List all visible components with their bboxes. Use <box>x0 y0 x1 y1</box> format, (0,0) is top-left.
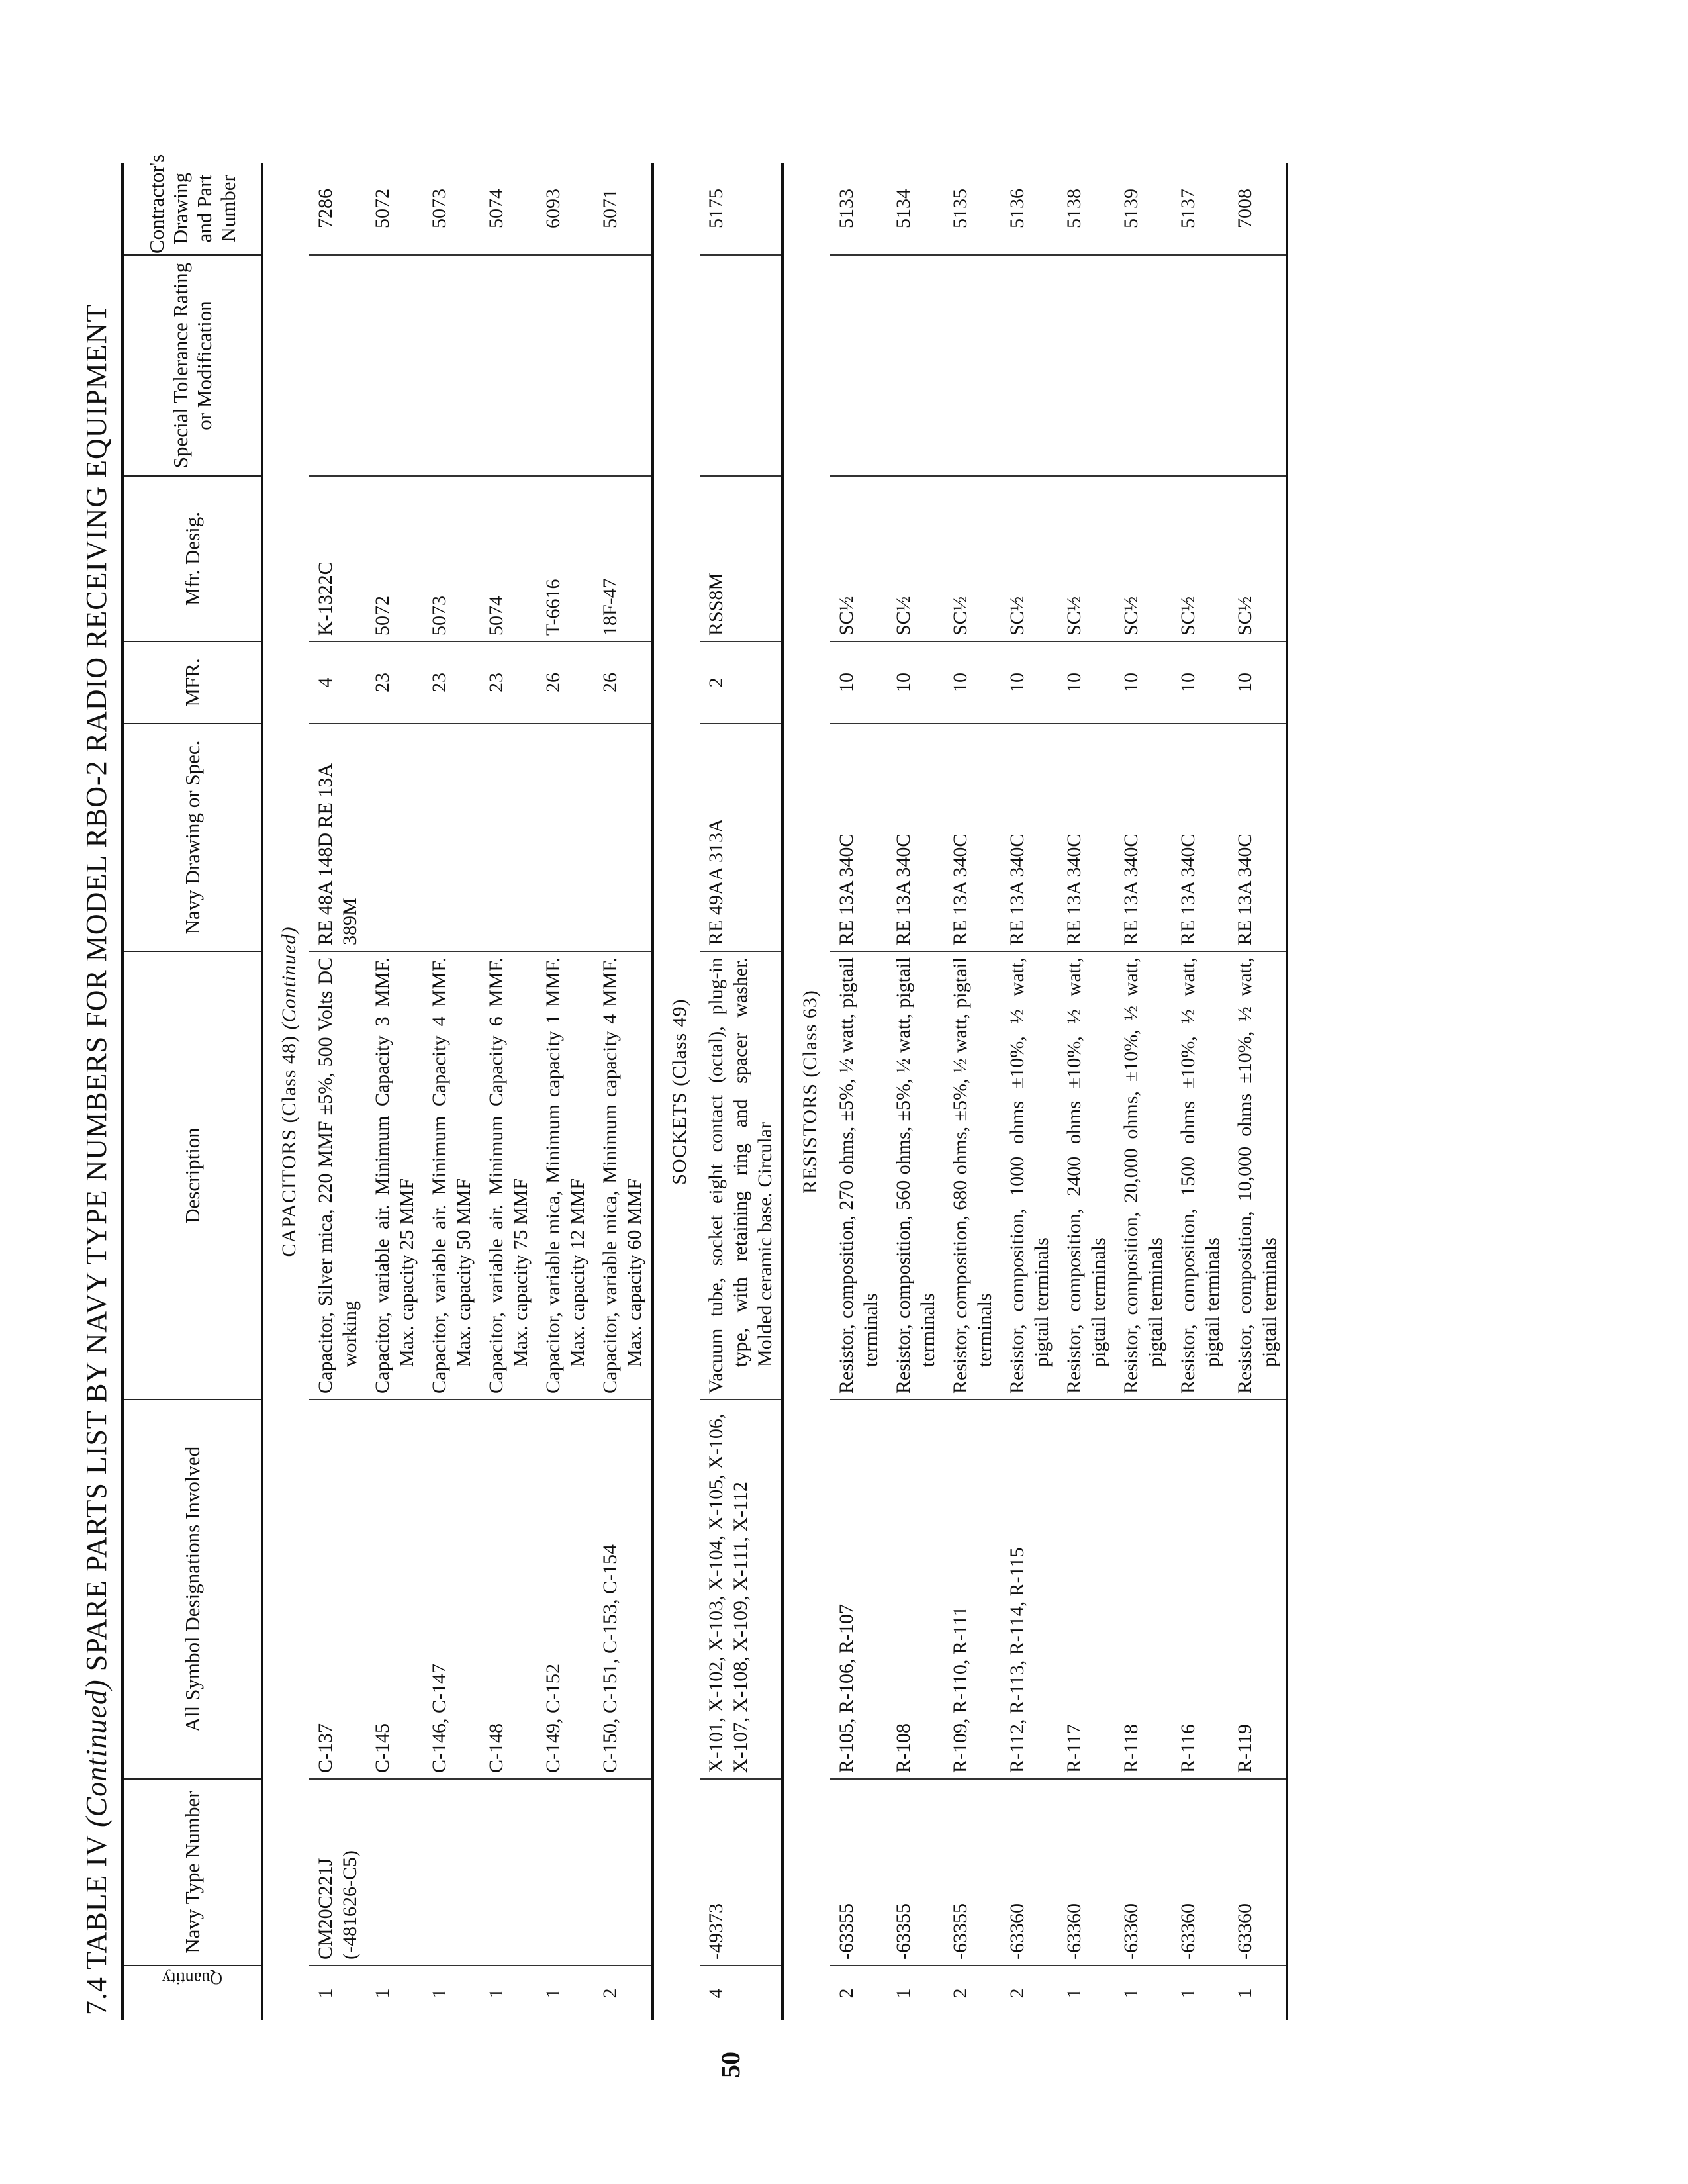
cell-type: -63355 <box>944 1779 1001 1966</box>
cell-special <box>594 255 653 476</box>
cell-symbols: X-101, X-102, X-103, X-104, X-105, X-106, X-107, X-108, X-109, X-111, X-112 <box>700 1400 783 1779</box>
table-row <box>1229 163 1287 2020</box>
cell-type: CM20C221J (-481626-C5) <box>309 1779 366 1966</box>
cell-type: -63360 <box>1172 1779 1229 1966</box>
table-row <box>944 163 1001 2020</box>
cell-qty: 1 <box>1229 1966 1287 2020</box>
cell-drawing: RE 13A 340C <box>1001 724 1058 951</box>
cell-symbols: C-149, C-152 <box>537 1400 594 1779</box>
cell-qty: 1 <box>892 1988 914 1999</box>
cell-qty: 1 <box>1063 1988 1085 1999</box>
cell-special <box>830 255 887 476</box>
section-title-cell <box>654 163 700 2020</box>
cell-part: 5072 <box>366 163 423 255</box>
cell-drawing <box>423 724 480 951</box>
cell-drawing <box>366 724 423 951</box>
cell-type <box>366 1779 423 1966</box>
cell-drawing: RE 13A 340C <box>1115 724 1172 951</box>
cell-special <box>1172 255 1229 476</box>
section-title: CAPACITORS (Class 48) <box>278 1035 300 1257</box>
cell-qty: 1 <box>485 1988 507 1999</box>
cell-desig: RSS8M <box>700 476 783 641</box>
section-title: RESISTORS (Class 63) <box>799 990 821 1194</box>
title-continued: (Continued) <box>80 1679 113 1827</box>
cell-drawing: RE 49AA 313A <box>700 724 783 951</box>
cell-part: 5137 <box>1172 163 1229 255</box>
cell-qty: 2 <box>1006 1988 1028 1999</box>
cell-desig: SC½ <box>887 476 944 641</box>
table-row <box>366 163 423 2020</box>
cell-drawing <box>480 724 537 951</box>
section-header <box>784 163 830 2020</box>
cell-drawing: RE 48A 148D RE 13A 389M <box>309 724 366 951</box>
cell-part: 5138 <box>1058 163 1115 255</box>
cell-symbols: R-112, R-113, R-114, R-115 <box>1001 1400 1058 1779</box>
col-contractor-part: Contractor's Drawing and Part Number <box>122 163 262 255</box>
cell-drawing <box>594 724 653 951</box>
cell-desc: Capacitor, variable air. Minimum Capacity 3 MMF. Max. capacity 25 MMF <box>366 951 423 1400</box>
cell-part: 5073 <box>423 163 480 255</box>
title-prefix: 7.4 TABLE IV <box>80 1834 113 2015</box>
cell-symbols: R-117 <box>1058 1400 1115 1779</box>
page-number: 50 <box>716 2052 745 2078</box>
cell-part: 5135 <box>944 163 1001 255</box>
cell-desc: Resistor, composition, 20,000 ohms, ±10%, ½ watt, pigtail terminals <box>1115 951 1172 1400</box>
table-row <box>537 163 594 2020</box>
section-title: SOCKETS (Class 49) <box>669 998 690 1185</box>
cell-part: 5136 <box>1001 163 1058 255</box>
table-row <box>1115 163 1172 2020</box>
title-text: SPARE PARTS LIST BY NAVY TYPE NUMBERS FOR MODEL RBO-2 RADIO RECEIVING EQUIPMENT <box>80 303 113 1672</box>
cell-symbols: R-108 <box>887 1400 944 1779</box>
cell-special <box>1058 255 1115 476</box>
col-navy-type-number: Navy Type Number <box>122 1779 262 1966</box>
cell-desig: T-6616 <box>537 476 594 641</box>
table-row <box>1001 163 1058 2020</box>
cell-special <box>1115 255 1172 476</box>
cell-mfr: 10 <box>1115 641 1172 724</box>
cell-desc: Capacitor, variable air. Minimum Capacity 6 MMF. Max. capacity 75 MMF <box>480 951 537 1400</box>
col-quantity: Quantity <box>122 1966 262 2020</box>
cell-part: 7286 <box>309 163 366 255</box>
cell-type: -63360 <box>1058 1779 1115 1966</box>
cell-mfr: 10 <box>944 641 1001 724</box>
cell-mfr: 2 <box>700 641 783 724</box>
cell-type: -49373 <box>700 1779 783 1966</box>
col-mfr: MFR. <box>122 641 262 724</box>
cell-part: 5134 <box>887 163 944 255</box>
cell-type <box>594 1779 653 1966</box>
table-row <box>830 163 887 2020</box>
cell-drawing: RE 13A 340C <box>1172 724 1229 951</box>
cell-symbols: R-119 <box>1229 1400 1287 1779</box>
cell-special <box>887 255 944 476</box>
cell-type <box>537 1779 594 1966</box>
cell-mfr: 4 <box>309 641 366 724</box>
cell-desc: Resistor, composition, 10,000 ohms ±10%, ½ watt, pigtail terminals <box>1229 951 1287 1400</box>
cell-desig: SC½ <box>1115 476 1172 641</box>
cell-drawing: RE 13A 340C <box>944 724 1001 951</box>
col-special-tolerance: Special Tolerance Rating or Modification <box>122 255 262 476</box>
table-row <box>887 163 944 2020</box>
col-symbol-designations: All Symbol Designations Involved <box>122 1400 262 1779</box>
cell-desig: SC½ <box>944 476 1001 641</box>
table-row <box>594 163 653 2020</box>
cell-symbols: C-146, C-147 <box>423 1400 480 1779</box>
cell-desc: Vacuum tube, socket eight contact (octal), plug-in type, with retaining ring and spacer washer. Molded ceramic base. Circular <box>700 951 783 1400</box>
cell-symbols: C-148 <box>480 1400 537 1779</box>
cell-mfr: 23 <box>366 641 423 724</box>
section-title-cell <box>262 163 309 2020</box>
cell-drawing: RE 13A 340C <box>830 724 887 951</box>
cell-symbols: R-105, R-106, R-107 <box>830 1400 887 1779</box>
cell-symbols: C-145 <box>366 1400 423 1779</box>
cell-drawing: RE 13A 340C <box>1058 724 1115 951</box>
cell-qty: 1 <box>1120 1988 1142 1999</box>
cell-mfr: 26 <box>594 641 653 724</box>
cell-symbols: R-116 <box>1172 1400 1229 1779</box>
cell-desc: Capacitor, variable mica, Minimum capacity 4 MMF. Max. capacity 60 MMF <box>594 951 653 1400</box>
table-row <box>1172 163 1229 2020</box>
cell-special <box>537 255 594 476</box>
cell-qty: 2 <box>599 1988 621 1999</box>
cell-special <box>366 255 423 476</box>
cell-desc: Resistor, composition, 1500 ohms ±10%, ½ watt, pigtail terminals <box>1172 951 1229 1400</box>
cell-desig: SC½ <box>1229 476 1287 641</box>
cell-drawing: RE 13A 340C <box>1229 724 1287 951</box>
cell-desig: SC½ <box>1172 476 1229 641</box>
table-row <box>423 163 480 2020</box>
cell-symbols: C-137 <box>309 1400 366 1779</box>
cell-drawing: RE 13A 340C <box>887 724 944 951</box>
cell-type: -63360 <box>1115 1779 1172 1966</box>
table-row <box>309 163 366 2020</box>
col-navy-drawing: Navy Drawing or Spec. <box>122 724 262 951</box>
cell-type: -63360 <box>1229 1779 1287 1966</box>
cell-mfr: 10 <box>1229 641 1287 724</box>
table-row <box>1058 163 1115 2020</box>
cell-desig: 18F-47 <box>594 476 653 641</box>
cell-part: 5074 <box>480 163 537 255</box>
table-body <box>262 163 1287 2020</box>
cell-desig: SC½ <box>1001 476 1058 641</box>
cell-type <box>423 1779 480 1966</box>
cell-special <box>480 255 537 476</box>
cell-desig: SC½ <box>1058 476 1115 641</box>
cell-desc: Resistor, composition, 270 ohms, ±5%, ½ watt, pigtail terminals <box>830 951 887 1400</box>
cell-type: -63360 <box>1001 1779 1058 1966</box>
cell-qty: 1 <box>314 1988 336 1999</box>
cell-symbols: R-109, R-110, R-111 <box>944 1400 1001 1779</box>
cell-desc: Capacitor, Silver mica, 220 MMF ±5%, 500 Volts DC working <box>309 951 366 1400</box>
cell-symbols: C-150, C-151, C-153, C-154 <box>594 1400 653 1779</box>
table-row <box>480 163 537 2020</box>
cell-qty: 2 <box>949 1988 971 1999</box>
header-row <box>122 163 262 2020</box>
cell-type <box>480 1779 537 1966</box>
cell-part: 5133 <box>830 163 887 255</box>
cell-mfr: 10 <box>830 641 887 724</box>
cell-qty: 1 <box>371 1988 393 1999</box>
cell-qty: 2 <box>835 1988 857 1999</box>
cell-mfr: 10 <box>887 641 944 724</box>
spare-parts-table <box>121 154 1288 2020</box>
cell-part: 5175 <box>700 163 783 255</box>
cell-type: -63355 <box>887 1779 944 1966</box>
cell-desc: Resistor, composition, 2400 ohms ±10%, ½ watt, pigtail terminals <box>1058 951 1115 1400</box>
cell-special <box>944 255 1001 476</box>
cell-mfr: 23 <box>423 641 480 724</box>
cell-mfr: 26 <box>537 641 594 724</box>
cell-desc: Resistor, composition, 680 ohms, ±5%, ½ watt, pigtail terminals <box>944 951 1001 1400</box>
cell-type: -63355 <box>830 1779 887 1966</box>
cell-desig: SC½ <box>830 476 887 641</box>
cell-qty: 1 <box>542 1988 564 1999</box>
cell-special <box>700 255 783 476</box>
cell-desc: Capacitor, variable air. Minimum Capacity 4 MMF. Max. capacity 50 MMF <box>423 951 480 1400</box>
cell-qty: 1 <box>428 1988 450 1999</box>
cell-part: 6093 <box>537 163 594 255</box>
cell-part: 5139 <box>1115 163 1172 255</box>
section-header <box>262 163 309 2020</box>
table-title <box>79 304 113 2015</box>
cell-special <box>423 255 480 476</box>
cell-desc: Capacitor, variable mica, Minimum capacity 1 MMF. Max. capacity 12 MMF <box>537 951 594 1400</box>
cell-qty: 1 <box>1177 1988 1199 1999</box>
section-title-cell <box>784 163 830 2020</box>
col-mfr-desig: Mfr. Desig. <box>122 476 262 641</box>
col-description: Description <box>122 951 262 1400</box>
cell-part: 7008 <box>1229 163 1287 255</box>
cell-desig: 5074 <box>480 476 537 641</box>
cell-part: 5071 <box>594 163 653 255</box>
cell-desc: Resistor, composition, 1000 ohms ±10%, ½ watt, pigtail terminals <box>1001 951 1058 1400</box>
cell-mfr: 10 <box>1172 641 1229 724</box>
cell-desig: 5073 <box>423 476 480 641</box>
section-continued: (Continued) <box>278 926 300 1030</box>
cell-symbols: R-118 <box>1115 1400 1172 1779</box>
cell-special <box>1001 255 1058 476</box>
cell-qty: 4 <box>705 1988 727 1999</box>
cell-special <box>309 255 366 476</box>
cell-mfr: 23 <box>480 641 537 724</box>
section-header <box>654 163 700 2020</box>
cell-drawing <box>537 724 594 951</box>
table-row <box>700 163 783 2020</box>
cell-mfr: 10 <box>1001 641 1058 724</box>
cell-special <box>1229 255 1287 476</box>
cell-desc: Resistor, composition, 560 ohms, ±5%, ½ watt, pigtail terminals <box>887 951 944 1400</box>
cell-desig: K-1322C <box>309 476 366 641</box>
cell-mfr: 10 <box>1058 641 1115 724</box>
cell-desig: 5072 <box>366 476 423 641</box>
